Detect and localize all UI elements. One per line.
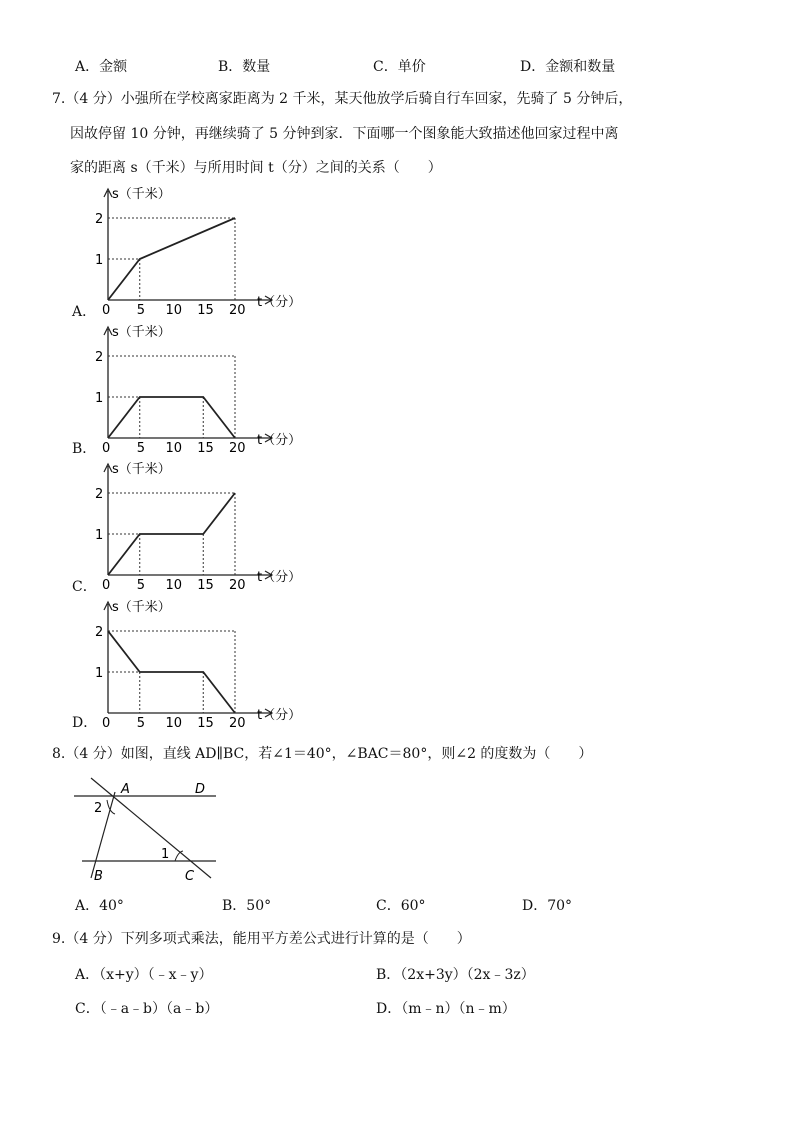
x-tick-label: 20 [229, 303, 246, 318]
q6-option-c: C．单价 [373, 59, 426, 75]
label-angle-1: 1 [161, 847, 170, 862]
q7-option-letter-b: B． [72, 441, 97, 457]
y-tick-label: 1 [95, 666, 104, 681]
y-tick-label: 2 [95, 350, 104, 365]
x-tick-label: 15 [197, 716, 214, 731]
series-line [108, 218, 235, 300]
label-angle-2: 2 [94, 801, 103, 816]
label-d: D [195, 782, 206, 797]
q6-option-b: B．数量 [218, 59, 271, 75]
x-tick-label: 5 [136, 303, 146, 318]
x-axis-label: t（分） [257, 433, 302, 448]
y-tick-label: 2 [95, 212, 104, 227]
x-tick-label: 5 [136, 578, 146, 593]
q7-stem-line3: 家的距离 s（千米）与所用时间 t（分）之间的关系（ ） [70, 160, 442, 176]
y-axis-label: s（千米） [112, 600, 171, 615]
graph-option-b [92, 321, 302, 456]
series-line [108, 493, 235, 575]
q9-stem: 9.（4 分）下列多项式乘法，能用平方差公式进行计算的是（ ） [52, 931, 471, 947]
label-c: C [185, 869, 195, 884]
q7-stem-line1: 7.（4 分）小强所在学校离家距离为 2 千米，某天他放学后骑自行车回家，先骑了 5 分钟后， [52, 91, 633, 107]
q9-option-c: C．（﹣a﹣b）（a﹣b） [75, 1001, 219, 1017]
q8-option-c: C．60° [376, 898, 426, 914]
x-tick-label: 10 [165, 716, 183, 731]
series-line [108, 631, 235, 713]
graph-option-c [92, 458, 302, 593]
x-tick-label: 5 [136, 716, 146, 731]
x-tick-label: 0 [102, 303, 111, 318]
y-axis-label: s（千米） [112, 325, 171, 340]
q6-option-a: A．金额 [75, 59, 128, 75]
x-tick-label: 20 [229, 441, 246, 456]
q8-figure [70, 772, 220, 884]
y-tick-label: 2 [95, 487, 104, 502]
q7-option-letter-a: A． [72, 304, 97, 320]
x-tick-label: 0 [102, 578, 111, 593]
q9-option-d: D．（m﹣n）（n﹣m） [376, 1001, 516, 1017]
x-axis-label: t（分） [257, 708, 302, 723]
y-axis-label: s（千米） [112, 462, 171, 477]
y-tick-label: 2 [95, 625, 104, 640]
line-ac-extended [91, 778, 211, 878]
y-tick-label: 1 [95, 391, 104, 406]
x-axis-label: t（分） [257, 295, 302, 310]
q7-option-letter-c: C． [72, 579, 97, 595]
y-tick-label: 1 [95, 528, 104, 543]
x-tick-label: 5 [136, 441, 146, 456]
q7-stem-line2: 因故停留 10 分钟，再继续骑了 5 分钟到家．下面哪一个图象能大致描述他回家过程中离 [70, 126, 619, 142]
x-tick-label: 15 [197, 441, 214, 456]
q9-option-b: B．（2x+3y）（2x﹣3z） [376, 967, 535, 983]
q8-option-b: B．50° [222, 898, 272, 914]
graph-option-a [92, 183, 302, 318]
x-tick-label: 10 [165, 578, 183, 593]
x-tick-label: 15 [197, 303, 214, 318]
q7-option-letter-d: D． [72, 715, 98, 731]
x-tick-label: 10 [165, 441, 183, 456]
label-b: B [94, 869, 103, 884]
graph-option-d [92, 596, 302, 731]
x-tick-label: 0 [102, 441, 111, 456]
angle-1-arc [175, 851, 183, 861]
x-axis-label: t（分） [257, 570, 302, 585]
q8-option-d: D．70° [522, 898, 573, 914]
series-line [108, 397, 235, 438]
x-tick-label: 20 [229, 716, 246, 731]
q9-option-a: A．（x+y）（﹣x﹣y） [75, 967, 213, 983]
q6-option-d: D．金额和数量 [520, 59, 616, 75]
q8-stem: 8.（4 分）如图，直线 AD∥BC，若∠1＝40°，∠BAC＝80°，则∠2 的度数为（ ） [52, 746, 593, 762]
x-tick-label: 15 [197, 578, 214, 593]
q8-option-a: A．40° [75, 898, 124, 914]
label-a: A [121, 782, 130, 797]
y-tick-label: 1 [95, 253, 104, 268]
y-axis-label: s（千米） [112, 187, 171, 202]
x-tick-label: 20 [229, 578, 246, 593]
x-tick-label: 0 [102, 716, 111, 731]
x-tick-label: 10 [165, 303, 183, 318]
